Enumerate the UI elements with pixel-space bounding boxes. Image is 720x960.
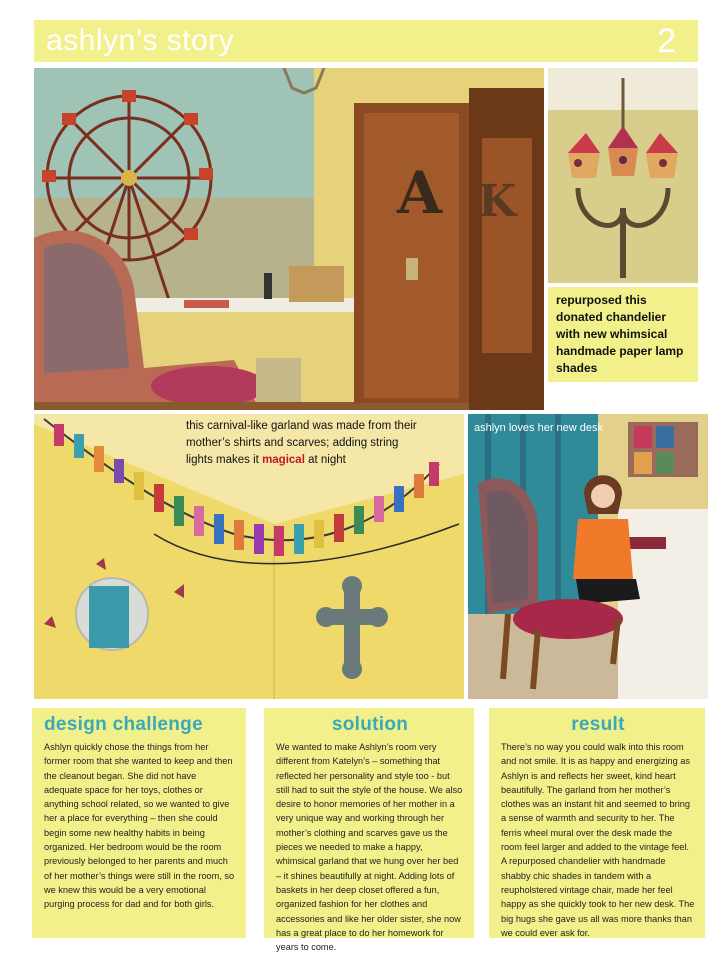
page-title: ashlyn’s story — [46, 24, 235, 57]
result-heading: result — [571, 714, 625, 735]
garland-caption — [186, 418, 426, 469]
solution-heading: solution — [331, 714, 409, 735]
result-body: There’s no way you could walk into this room and not smile. It is as happy and energizing as Ashlyn is and reflects her sweet, kind heart beautifully. The garland from her mother’s clothes was an instant hit and seemed to bring a sense of warmth and security to her. The ferris wheel mural over the desk made the room feel larger and added to the vintage feel. A repurposed chandelier with handmade shabby chic shades in tandem with a reupholstered vintage chair, made her feel happy as she quickly took to her new desk. The big hugs she gave us all was more thanks than we could ever ask for. — [501, 742, 695, 938]
desk-caption: ashlyn loves her new desk — [474, 422, 604, 434]
solution-panel — [264, 708, 474, 953]
photo-desk-mural — [34, 68, 544, 410]
door-letter-k: K — [478, 176, 517, 227]
design-challenge-body: Ashlyn quickly chose the things from her former room that she wanted to keep and then the cleanout began. She did not have adequate space for her toys, clothes or anything school related, so we wanted to give her a place for everything – then she could begin some new healthy habits in being organized. Her bedroom would be the room previously belonged to her parents and much of her mother’s things were still in the room, so we knew this would be a very emotional purging process for dad and for both girls. — [44, 742, 235, 910]
door-letter-a: A — [397, 159, 443, 227]
result-panel — [489, 708, 705, 938]
design-challenge-heading: design challenge — [44, 714, 203, 735]
solution-body: We wanted to make Ashlyn’s room very different from Katelyn’s – something that reflected her personality and style too - but still had to suit the style of the house. We also desire to honor memories of her mother in a very unique way and working through her mother’s clothing and scarves gave us the pieces we needed to make a happy, whimsical garland that we hung over her bed – it shines beautifully at night. Adding lots of baskets in her deep closet offered a fun, organized fashion for her clothes and accessories and like her older sister, she now has a great place to do her homework for years to come. — [276, 742, 463, 953]
garland-caption-highlight: magical — [262, 454, 305, 466]
photo-girl-desk — [468, 414, 708, 699]
garland-caption-end: at night — [304, 454, 346, 466]
chandelier-caption: repurposed this donated chandelier with new whimsical handmade paper lamp shades — [548, 287, 698, 382]
garland-caption-text: this carnival-like garland was made from their mother’s shirts and scarves; adding string lights makes it — [186, 420, 417, 466]
header-banner — [34, 20, 698, 62]
page-number: 2 — [657, 21, 676, 60]
photo-chandelier — [548, 68, 698, 283]
design-challenge-panel — [32, 708, 246, 938]
